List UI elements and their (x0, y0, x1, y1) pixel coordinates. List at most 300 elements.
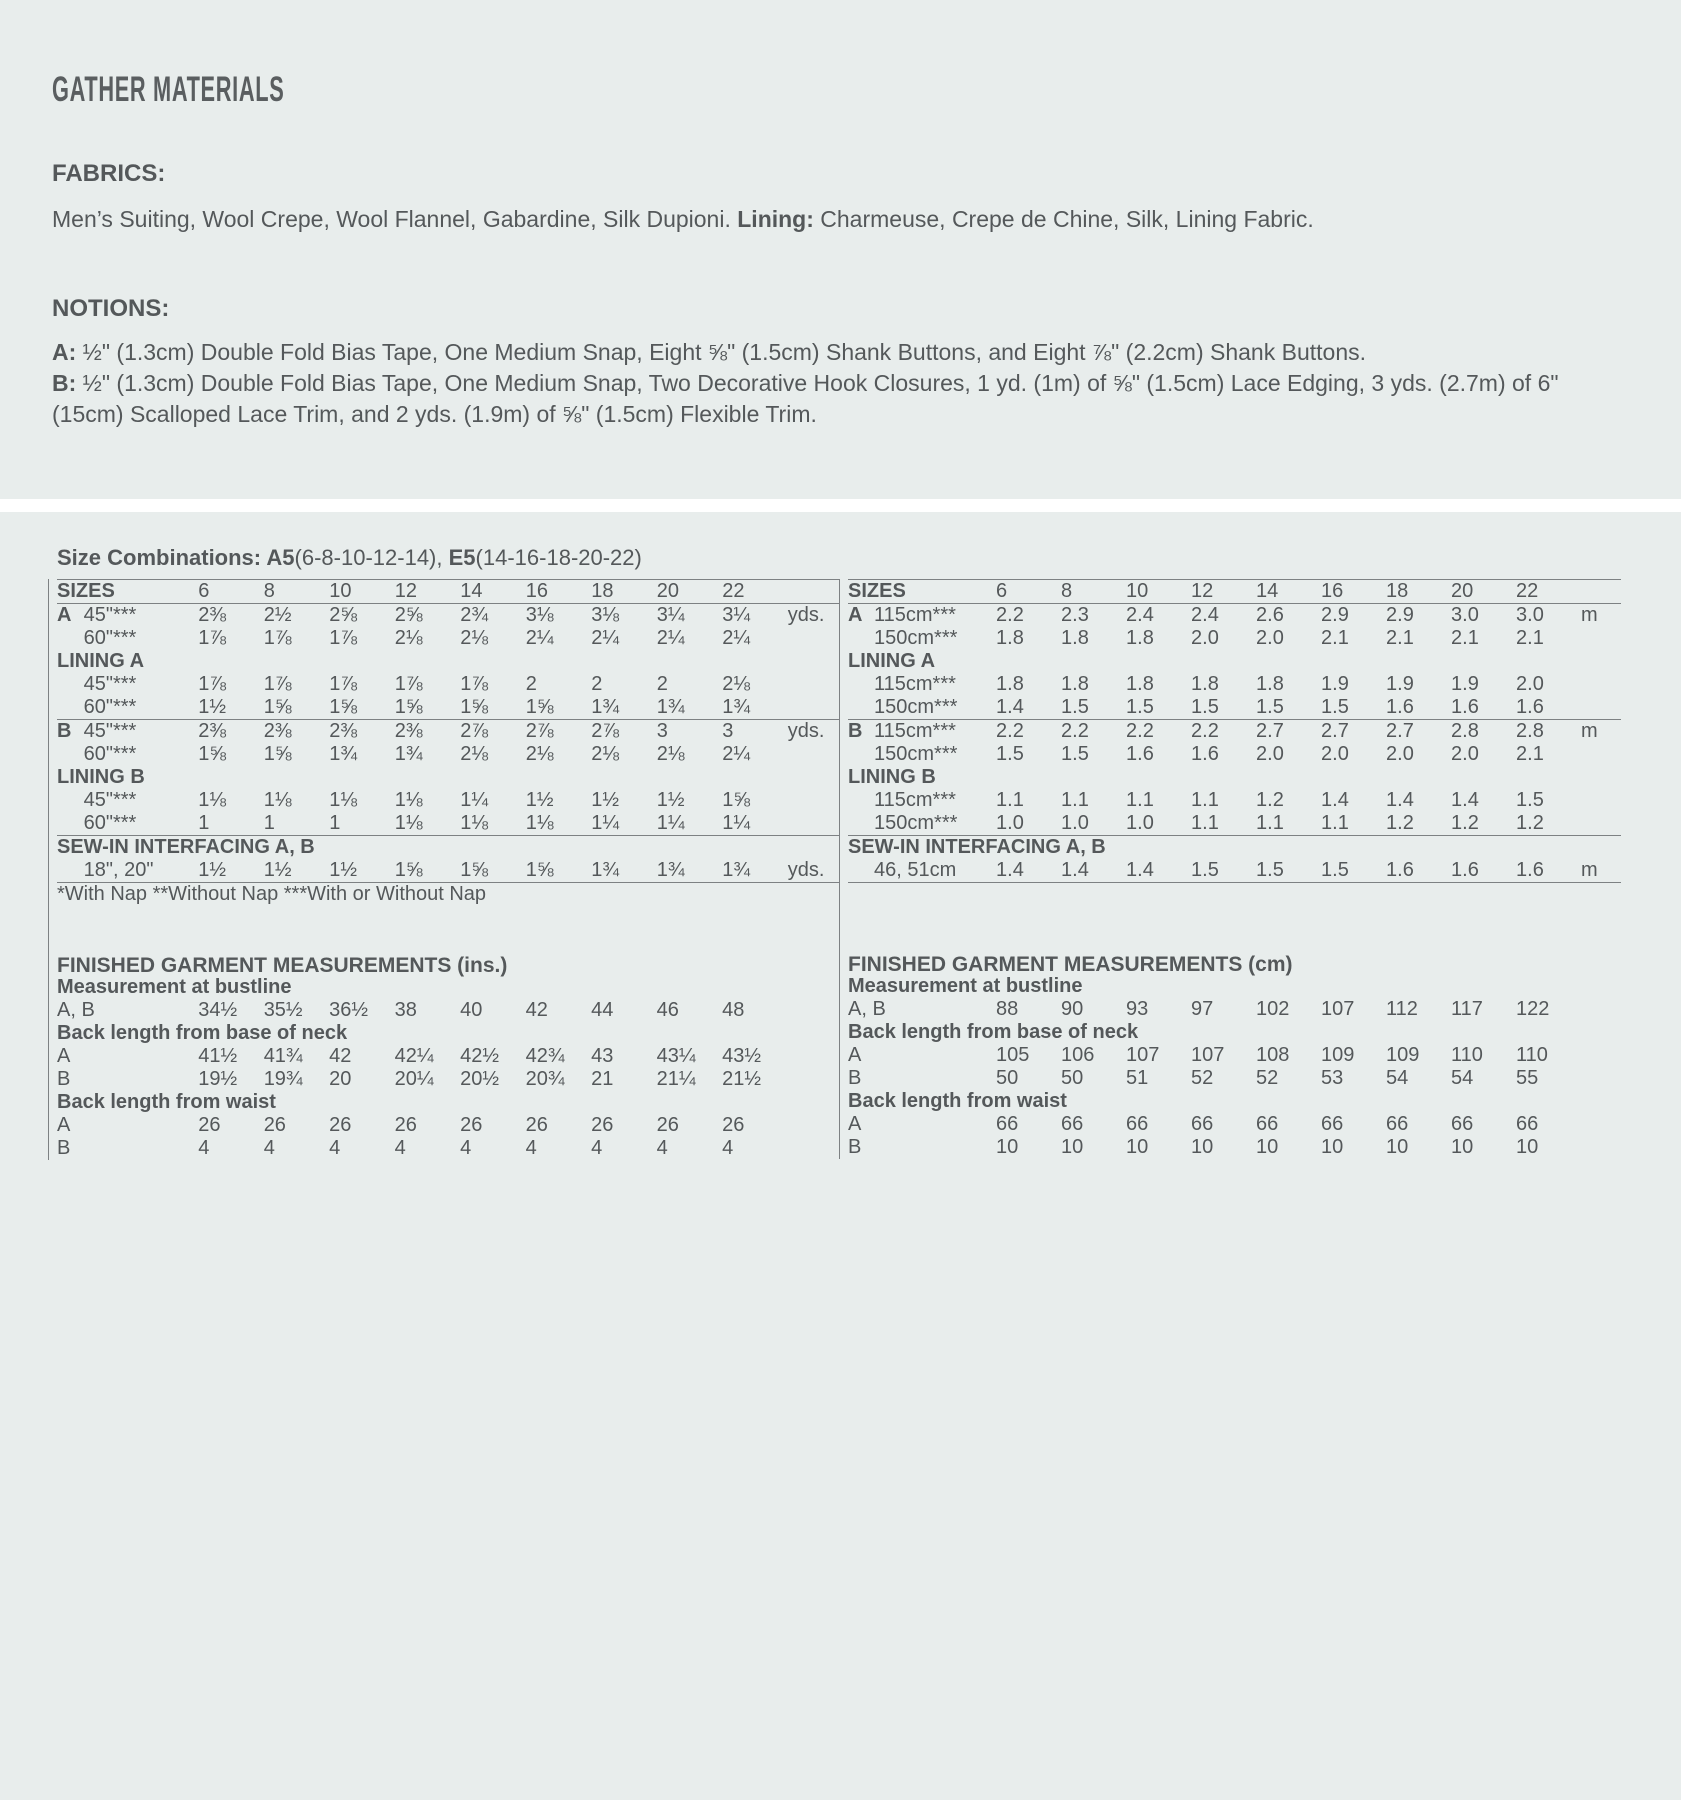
value-cell: 1⅝ (525, 696, 554, 718)
size-column-header: 16 (526, 580, 592, 604)
value-cell: 108 (1256, 1044, 1290, 1066)
value-cell: 106 (1061, 1044, 1095, 1066)
value-cell: 1.1 (996, 789, 1024, 811)
value-cell: 110 (1516, 1044, 1548, 1066)
value-cell: 1.8 (1061, 673, 1089, 695)
unit-cell (1581, 1113, 1621, 1136)
value-cell: 2.7 (1256, 720, 1321, 744)
table-row (57, 836, 839, 860)
row-marker: A (57, 604, 72, 626)
value-cell: 1.1 (1256, 812, 1284, 834)
tables-section (48, 545, 1620, 1160)
row-label: 45"*** (83, 604, 137, 626)
value-cell: 1⅞ (460, 673, 489, 695)
unit-cell (788, 696, 839, 720)
finished-heading-inches: FINISHED GARMENT MEASUREMENTS (ins.) (57, 954, 508, 977)
row-marker (57, 859, 84, 883)
value-cell: 26 (198, 1114, 221, 1136)
value-cell: 1⅞ (263, 627, 292, 649)
section-label: LINING B (848, 766, 936, 788)
value-cell: 1¾ (722, 859, 788, 883)
row-label: 150cm*** (874, 743, 958, 765)
value-cell: 1.9 (1321, 673, 1349, 695)
value-cell: 19½ (198, 1068, 238, 1090)
value-cell: 1½ (198, 859, 264, 883)
combo-e5-label: E5 (448, 545, 476, 570)
value-cell: 1¾ (657, 859, 723, 883)
notion-b-label: B: (52, 370, 83, 396)
value-cell: 1⅝ (263, 696, 292, 718)
value-cell: 2⅝ (329, 604, 358, 626)
value-cell: 1⅛ (263, 789, 292, 811)
row-label: 60"*** (83, 743, 137, 765)
table-row (57, 812, 839, 836)
value-cell: 1⅛ (460, 812, 489, 834)
row-label: A, B (848, 998, 886, 1020)
row-label: 150cm*** (874, 812, 958, 834)
value-cell: 1.4 (1321, 789, 1349, 811)
section-label: Back length from waist (848, 1090, 1067, 1112)
row-marker (57, 627, 84, 650)
value-cell: 107 (1126, 1044, 1160, 1066)
value-cell: 51 (1126, 1067, 1149, 1089)
value-cell: 2.0 (1451, 743, 1479, 765)
value-cell: 2.0 (1191, 627, 1219, 649)
value-cell: 1.4 (1126, 859, 1191, 883)
value-cell: 52 (1256, 1067, 1279, 1089)
value-cell: 1¾ (394, 743, 423, 765)
value-cell: 1.5 (1061, 696, 1089, 718)
value-cell: 26 (329, 1114, 352, 1136)
table-row (848, 1136, 1621, 1159)
finished-measurements-cm (848, 953, 1620, 1159)
section-label: Measurement at bustline (848, 975, 1083, 997)
value-cell: 26 (394, 1114, 417, 1136)
value-cell: 2⅞ (591, 720, 657, 744)
row-marker: B (848, 720, 874, 744)
value-cell: 2⅛ (460, 743, 489, 765)
finished-table-cm (848, 975, 1621, 1159)
value-cell: 1.8 (996, 673, 1024, 695)
value-cell: 2.0 (1321, 743, 1349, 765)
value-cell: 1.2 (1516, 812, 1544, 834)
size-column-header: 14 (460, 580, 526, 604)
value-cell: 102 (1256, 998, 1290, 1020)
unit-cell: yds. (787, 604, 825, 626)
row-label: 18", 20" (84, 859, 199, 883)
table-row (57, 883, 839, 907)
row-marker (848, 859, 874, 883)
value-cell: 52 (1191, 1067, 1214, 1089)
table-row (848, 975, 1621, 998)
nap-footnote: *With Nap **Without Nap ***With or Without Nap (57, 883, 487, 905)
table-row (848, 812, 1621, 836)
value-cell: 54 (1451, 1067, 1474, 1089)
value-cell: 20 (329, 1068, 352, 1090)
value-cell: 66 (1061, 1113, 1084, 1135)
value-cell: 1¾ (329, 743, 358, 765)
table-row (57, 1045, 839, 1068)
unit-cell (1581, 580, 1621, 604)
value-cell: 1⅝ (526, 859, 592, 883)
row-label: B (848, 1136, 862, 1158)
table-row (57, 673, 839, 696)
finished-table-inches (57, 976, 839, 1160)
table-row (848, 580, 1621, 604)
row-marker (57, 812, 84, 836)
table-row (848, 720, 1621, 744)
value-cell: 66 (1451, 1113, 1474, 1135)
size-column-header: 16 (1321, 580, 1386, 604)
row-marker (848, 812, 874, 836)
value-cell: 1.5 (1256, 696, 1284, 718)
value-cell: 66 (1126, 1113, 1149, 1135)
value-cell: 1.1 (1061, 789, 1089, 811)
value-cell: 2 (591, 673, 603, 695)
table-row (57, 1137, 839, 1160)
value-cell: 1⅝ (198, 743, 227, 765)
value-cell: 26 (722, 1114, 745, 1136)
value-cell: 1½ (198, 696, 227, 718)
value-cell: 1.5 (1321, 696, 1349, 718)
size-column-header: 18 (591, 580, 657, 604)
row-marker (848, 673, 874, 696)
value-cell: 66 (1386, 1113, 1409, 1135)
sizes-header-label: SIZES (848, 580, 996, 604)
section-label: SEW-IN INTERFACING A, B (57, 836, 839, 860)
separator-band (0, 499, 1681, 512)
value-cell: 2¼ (722, 627, 751, 649)
value-cell: 1.2 (1451, 812, 1479, 834)
value-cell: 2.1 (1386, 627, 1414, 649)
value-cell: 10 (1191, 1136, 1214, 1158)
value-cell: 2.3 (1061, 604, 1089, 626)
table-row (57, 766, 839, 789)
table-row (57, 999, 839, 1022)
value-cell: 2.1 (1451, 627, 1479, 649)
size-column-header: 22 (722, 580, 788, 604)
value-cell: 3.0 (1451, 604, 1479, 626)
value-cell: 1⅛ (394, 812, 423, 834)
value-cell: 41¾ (263, 1045, 303, 1067)
unit-cell (1581, 696, 1621, 720)
value-cell: 1⅞ (394, 673, 423, 695)
table-row (848, 1021, 1621, 1044)
value-cell: 1⅞ (198, 673, 227, 695)
value-cell: 1½ (525, 789, 554, 811)
value-cell: 2.0 (1256, 743, 1284, 765)
value-cell: 19¾ (263, 1068, 303, 1090)
value-cell: 1.5 (996, 743, 1024, 765)
value-cell: 3¼ (722, 604, 751, 626)
finished-heading-cm: FINISHED GARMENT MEASUREMENTS (cm) (848, 953, 1293, 976)
row-label: 45"*** (84, 720, 199, 744)
value-cell: 2.0 (1256, 627, 1284, 649)
value-cell: 2.2 (996, 720, 1061, 744)
yardage-table-cm (848, 579, 1621, 883)
unit-cell: m (1581, 720, 1621, 744)
value-cell: 1.4 (996, 696, 1024, 718)
value-cell: 2.2 (1126, 720, 1191, 744)
value-cell: 4 (198, 1137, 210, 1159)
notions-paragraph (52, 337, 1612, 430)
value-cell: 2¼ (656, 627, 685, 649)
value-cell: 2¼ (722, 743, 751, 765)
value-cell: 4 (525, 1137, 537, 1159)
table-row (848, 650, 1621, 673)
size-column-header: 10 (329, 580, 395, 604)
table-row (848, 1113, 1621, 1136)
value-cell: 26 (525, 1114, 548, 1136)
value-cell: 1.6 (1516, 696, 1544, 718)
size-column-header: 12 (395, 580, 461, 604)
table-row (848, 627, 1621, 650)
table-row (57, 604, 839, 628)
yardage-table-inches (57, 579, 839, 906)
value-cell: 1¼ (591, 812, 620, 834)
value-cell: 2⅛ (656, 743, 685, 765)
value-cell: 2.2 (996, 604, 1024, 626)
table-row (848, 1090, 1621, 1113)
size-column-header: 8 (264, 580, 330, 604)
value-cell: 36½ (329, 999, 369, 1021)
value-cell: 1.6 (1451, 696, 1479, 718)
value-cell: 50 (1061, 1067, 1084, 1089)
unit-cell (1581, 673, 1621, 696)
value-cell: 1¾ (591, 859, 657, 883)
tables-wrap (48, 579, 1620, 1160)
row-label: 115cm*** (874, 720, 996, 744)
value-cell: 2.8 (1451, 720, 1516, 744)
unit-cell (788, 1045, 839, 1068)
unit-cell (788, 743, 839, 766)
row-marker: B (57, 720, 84, 744)
sizes-header-label: SIZES (57, 580, 198, 604)
table-row (848, 836, 1621, 860)
value-cell: 1.6 (1386, 859, 1451, 883)
value-cell: 2.6 (1256, 604, 1284, 626)
value-cell: 1⅞ (198, 627, 227, 649)
value-cell: 110 (1451, 1044, 1483, 1066)
value-cell: 1¾ (591, 696, 620, 718)
row-label: 150cm*** (874, 627, 958, 649)
value-cell: 1.0 (1061, 812, 1089, 834)
value-cell: 4 (329, 1137, 341, 1159)
value-cell: 10 (1451, 1136, 1474, 1158)
value-cell: 1.8 (1256, 673, 1284, 695)
value-cell: 26 (460, 1114, 483, 1136)
value-cell: 2 (656, 673, 668, 695)
value-cell: 2.7 (1386, 720, 1451, 744)
section-label: Back length from base of neck (848, 1021, 1139, 1043)
size-column-header: 20 (657, 580, 723, 604)
value-cell: 1.5 (1126, 696, 1154, 718)
value-cell: 2.0 (1516, 673, 1544, 695)
size-column-header: 22 (1516, 580, 1581, 604)
size-column-header: 6 (198, 580, 264, 604)
unit-cell (788, 627, 839, 650)
table-row (848, 789, 1621, 812)
value-cell: 2⅜ (329, 720, 395, 744)
table-row (57, 789, 839, 812)
value-cell: 1.4 (1386, 789, 1414, 811)
table-row (57, 1114, 839, 1137)
combo-e5-sizes: (14-16-18-20-22) (475, 545, 642, 570)
row-label: B (57, 1137, 71, 1159)
row-label: 115cm*** (874, 789, 956, 811)
value-cell: 43 (591, 1045, 614, 1067)
row-label: 150cm*** (874, 696, 958, 718)
value-cell: 2½ (263, 604, 292, 626)
table-row (57, 859, 839, 883)
value-cell: 4 (722, 1137, 734, 1159)
unit-cell (788, 673, 839, 696)
size-combinations-line (48, 545, 1620, 571)
table-row (57, 1022, 839, 1045)
value-cell: 1⅝ (395, 859, 461, 883)
table-row (848, 766, 1621, 789)
value-cell: 2⅜ (198, 720, 264, 744)
value-cell: 1¼ (722, 812, 751, 834)
value-cell: 1½ (656, 789, 685, 811)
value-cell: 20¾ (525, 1068, 565, 1090)
table-row (848, 1044, 1621, 1067)
value-cell: 109 (1321, 1044, 1355, 1066)
value-cell: 1⅞ (329, 673, 358, 695)
finished-measurements-inches (57, 954, 839, 1160)
value-cell: 1.6 (1516, 859, 1581, 883)
row-marker (848, 696, 874, 720)
value-cell: 38 (394, 999, 417, 1021)
value-cell: 1.2 (1386, 812, 1414, 834)
value-cell: 1.0 (1126, 812, 1154, 834)
unit-cell (1581, 1136, 1621, 1159)
value-cell: 2.2 (1191, 720, 1256, 744)
value-cell: 1 (198, 812, 210, 834)
value-cell: 2⅛ (394, 627, 423, 649)
table-row (57, 976, 839, 999)
unit-cell: yds. (788, 720, 839, 744)
value-cell: 3 (657, 720, 723, 744)
value-cell: 1⅛ (525, 812, 554, 834)
value-cell: 1⅝ (460, 696, 489, 718)
value-cell: 2¼ (525, 627, 554, 649)
value-cell: 53 (1321, 1067, 1344, 1089)
size-column-header: 12 (1191, 580, 1256, 604)
table-row (57, 720, 839, 744)
value-cell: 2.1 (1321, 627, 1349, 649)
value-cell: 1.0 (996, 812, 1024, 834)
notion-a-label: A: (52, 339, 83, 365)
value-cell: 2⅛ (591, 743, 620, 765)
page-title: GATHER MATERIALS (52, 68, 285, 109)
value-cell: 97 (1191, 998, 1214, 1020)
value-cell: 1.8 (1126, 673, 1154, 695)
notion-a-text: ½" (1.3cm) Double Fold Bias Tape, One Medium Snap, Eight ⅝" (1.5cm) Shank Buttons, and Eight ⅞" (2.2cm) Shank Buttons. (82, 339, 1366, 365)
unit-cell (788, 1068, 839, 1091)
value-cell: 21¼ (656, 1068, 696, 1090)
value-cell: 10 (1386, 1136, 1409, 1158)
value-cell: 112 (1386, 998, 1418, 1020)
value-cell: 1½ (264, 859, 330, 883)
row-label: 46, 51cm (874, 859, 996, 883)
row-marker (57, 789, 84, 812)
section-label: SEW-IN INTERFACING A, B (848, 836, 1621, 860)
table-row (848, 743, 1621, 766)
value-cell: 3.0 (1516, 604, 1544, 626)
value-cell: 20½ (460, 1068, 500, 1090)
row-label: B (848, 1067, 862, 1089)
row-label: 45"*** (83, 789, 137, 811)
row-label: 115cm*** (874, 673, 956, 695)
value-cell: 42½ (460, 1045, 500, 1067)
fabrics-paragraph (52, 204, 1612, 235)
table-row (848, 1067, 1621, 1090)
value-cell: 1¾ (722, 696, 751, 718)
value-cell: 2⅝ (394, 604, 423, 626)
combo-a5-label: A5 (266, 545, 295, 570)
value-cell: 1.1 (1321, 812, 1349, 834)
value-cell: 1.5 (1256, 859, 1321, 883)
imperial-column (48, 579, 839, 1160)
value-cell: 1.6 (1191, 743, 1219, 765)
value-cell: 55 (1516, 1067, 1539, 1089)
value-cell: 2⅞ (460, 720, 526, 744)
value-cell: 88 (996, 998, 1019, 1020)
value-cell: 105 (996, 1044, 1030, 1066)
row-label: A (57, 1114, 71, 1136)
value-cell: 40 (460, 999, 483, 1021)
finished-inches-body (57, 976, 839, 1160)
size-column-header: 18 (1386, 580, 1451, 604)
value-cell: 2⅜ (264, 720, 330, 744)
unit-cell (788, 812, 839, 836)
value-cell: 4 (656, 1137, 668, 1159)
value-cell: 48 (722, 999, 745, 1021)
value-cell: 4 (394, 1137, 406, 1159)
value-cell: 2.7 (1321, 720, 1386, 744)
section-label: Measurement at bustline (57, 976, 292, 998)
row-label: 115cm*** (874, 604, 956, 626)
value-cell: 1.6 (1386, 696, 1414, 718)
value-cell: 3¼ (656, 604, 685, 626)
value-cell: 1¾ (656, 696, 685, 718)
value-cell: 20¼ (394, 1068, 434, 1090)
value-cell: 2.8 (1516, 720, 1581, 744)
table-row (57, 580, 839, 604)
value-cell: 4 (591, 1137, 603, 1159)
value-cell: 1.1 (1191, 812, 1219, 834)
value-cell: 42¼ (394, 1045, 434, 1067)
unit-cell (788, 580, 839, 604)
value-cell: 41½ (198, 1045, 238, 1067)
row-label: 60"*** (83, 627, 137, 649)
table-row (848, 604, 1621, 628)
table-row (57, 1091, 839, 1114)
notions-heading: NOTIONS: (52, 295, 170, 322)
value-cell: 1¼ (460, 789, 489, 811)
value-cell: 66 (1516, 1113, 1539, 1135)
value-cell: 2⅛ (525, 743, 554, 765)
value-cell: 2.4 (1126, 604, 1154, 626)
value-cell: 43½ (722, 1045, 762, 1067)
table-row (57, 650, 839, 673)
value-cell: 3⅛ (591, 604, 620, 626)
value-cell: 10 (1321, 1136, 1344, 1158)
value-cell: 1.6 (1451, 859, 1516, 883)
value-cell: 107 (1321, 998, 1355, 1020)
unit-cell (788, 1114, 839, 1137)
